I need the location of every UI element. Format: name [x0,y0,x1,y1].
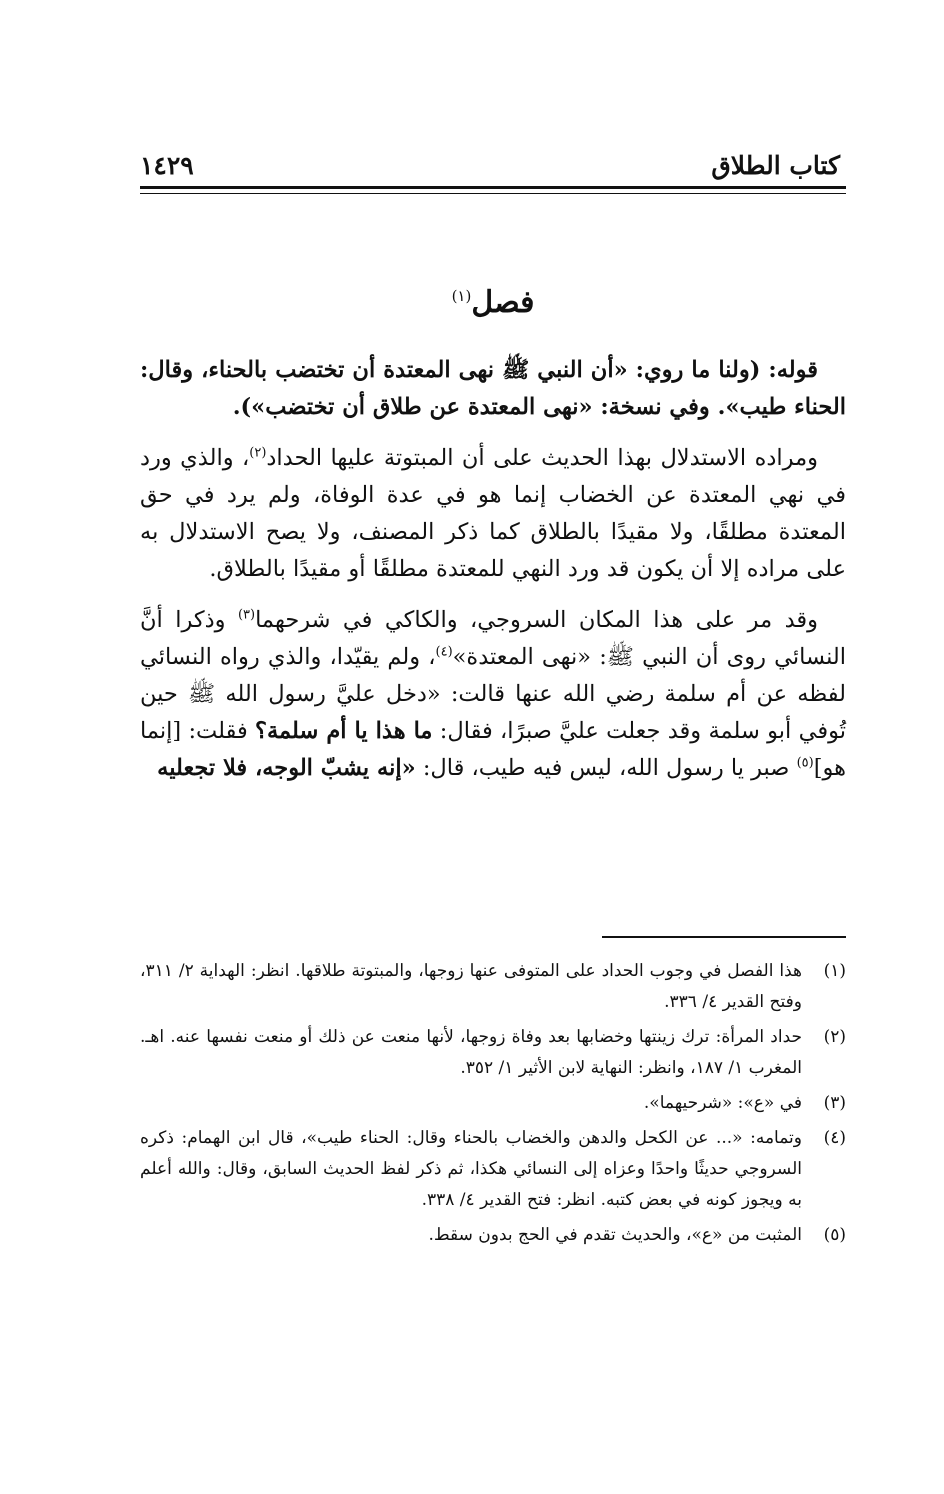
footnote-ref-3: (٣) [237,607,256,623]
page-number: ١٤٢٩ [140,150,194,180]
footnote-text: هذا الفصل في وجوب الحداد على المتوفى عنها زوجها، والمبتوتة طلاقها. انظر: الهداية ٢/ ٣١١، وفتح القدير ٤/ ٣٣٦. [140,961,802,1012]
footnote [140,1088,846,1119]
p3-text-b: وذكرا أنَّ النسائي روى أن النبي ﷺ: «نهى المعتدة» [140,607,846,670]
footnote-number: (٥) [823,1225,846,1245]
footnote-number: (٣) [823,1093,846,1113]
paragraph-3 [140,602,846,787]
footnote [140,1022,846,1084]
footnote-separator [602,936,846,938]
quoted-text: قوله: (ولنا ما روي: «أن النبي ﷺ نهى المعتدة أن تختضب بالحناء، وقال: الحناء طيب». وفي نسخة: «نهى المعتدة عن طلاق أن تختضب»). [140,357,846,420]
p3-text-c: ، ولم يقيّدا، والذي رواه النسائي لفظه عن أم سلمة رضي الله عنها قالت: «دخل عليَّ رسول الله ﷺ حين تُوفي أبو سلمة وقد جعلت عليَّ صبرًا، فقال: [140,644,846,744]
footnote-text: في «ع»: «شرحيهما». [643,1093,802,1113]
header-rule-thick [140,186,846,189]
book-title: كتاب الطلاق [711,150,840,180]
footnote [140,956,846,1018]
footnote-number: (١) [823,961,846,981]
footnote-text: حداد المرأة: ترك زينتها وخضابها بعد وفاة زوجها، لأنها منعت عن ذلك أو منعت نفسها عنه. اهـ. المغرب ١/ ١٨٧، وانظر: النهاية لابن الأثير ١/ ٣٥٢. [140,1027,802,1078]
footnote [140,1220,846,1251]
paragraph-1 [140,352,846,426]
footnote-text: وتمامه: «... عن الكحل والدهن والخضاب بالحناء وقال: الحناء طيب»، قال ابن الهمام: ذكره السروجي حديثًا واحدًا وعزاه إلى النسائي هكذا، ثم ذكر لفظ الحديث السابق، وقال: والله أعلم به ويجوز كونه في بعض كتبه. انظر: فتح القدير ٤/ ٣٣٨. [140,1128,802,1210]
p3-bold-1: ما هذا يا أم سلمة؟ [255,718,433,744]
footnote-ref-5: (٥) [796,755,814,771]
p3-bold-2: «إنه يشبّ الوجه، فلا تجعليه [157,755,416,781]
p3-text-a: وقد مر على هذا المكان السروجي، والكاكي في شرحهما [255,607,819,633]
footnote-number: (٤) [823,1128,846,1148]
p2-text-b: ، والذي ورد في نهي المعتدة عن الخضاب إنما هو في عدة الوفاة، ولم يرد في حق المعتدة مطلقًا، ولا مقيدًا بالطلاق كما ذكر المصنف، ولا يصح الاستدلال به على مراده إلا أن يكون قد ورد النهي للمعتدة مطلقًا أو مقيدًا بالطلاق. [140,445,846,582]
footnote-ref-4: (٤) [435,644,453,660]
footnote-ref-2: (٢) [249,445,267,461]
section-title: فصل [471,285,535,320]
p2-text-a: ومراده الاستدلال بهذا الحديث على أن المبتوتة عليها الحداد [266,445,818,471]
section-footnote-ref: (١) [451,287,472,305]
p3-text-d: فقلت: [إنما هو] [140,718,846,781]
main-text [140,352,846,801]
footnote-text: المثبت من «ع»، والحديث تقدم في الحج بدون سقط. [428,1225,802,1245]
p3-text-e: صبر يا رسول الله، ليس فيه طيب، قال: [415,755,797,781]
footnotes [140,956,846,1255]
paragraph-2 [140,440,846,588]
section-heading [140,285,846,320]
header-rule-thin [140,193,846,194]
footnote-number: (٢) [823,1027,846,1047]
running-header [140,148,840,182]
footnote [140,1123,846,1216]
